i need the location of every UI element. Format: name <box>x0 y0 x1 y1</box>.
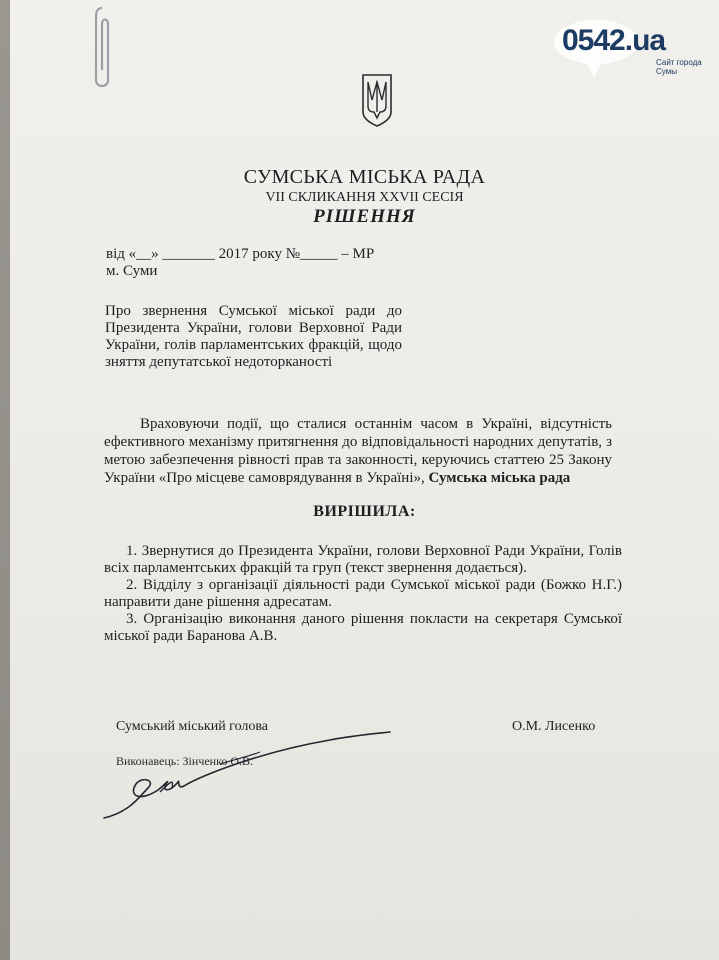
signatory-name: О.М. Лисенко <box>512 719 596 734</box>
paperclip-icon <box>92 4 122 94</box>
date-number-line: від «__» _______ 2017 року №_____ – МР <box>106 246 375 262</box>
resolution-items <box>104 543 622 645</box>
council-name: СУМСЬКА МІСЬКА РАДА <box>243 166 486 188</box>
document-page <box>10 0 719 960</box>
decision-subject: Про звернення Сумської міської ради до Президента України, голови Верховної Ради України, голів парламентських фракцій, щодо зняття депутатської недоторканості <box>105 303 402 370</box>
executor-line: Виконавець: Зінченко О.В. <box>116 754 253 768</box>
resolution-item: 1. Звернутися до Президента України, голови Верховної Ради України, Голів всіх парламентських фракцій та груп (текст звернення додається). <box>104 543 622 576</box>
document-type: РІШЕННЯ <box>313 206 416 227</box>
trident-icon <box>360 72 394 128</box>
handwritten-signature <box>100 726 400 826</box>
signatory-position: Сумський міський голова <box>116 719 269 734</box>
watermark-logo: 0542.ua <box>562 24 666 57</box>
preamble-text: Враховуючи події, що сталися останнім часом в Україні, відсутність ефективного механізму притягнення до відповідальності народних депутатів, з метою забезпечення рівності прав та законності, керуючись статтею 25 Закону України «Про місцеве самоврядування в Україні», <box>104 416 612 486</box>
preamble-bold-tail: Сумська міська рада <box>428 470 571 486</box>
watermark-subtitle: Сайт города Сумы <box>656 58 702 76</box>
city-line: м. Суми <box>106 263 158 279</box>
resolution-item: 2. Відділу з організації діяльності ради Сумської міської ради (Божко Н.Г.) направити дане рішення адресатам. <box>104 577 622 610</box>
site-watermark <box>550 20 719 84</box>
convocation-line: VII СКЛИКАННЯ XXVII СЕСІЯ <box>265 190 464 205</box>
preamble-paragraph <box>104 415 612 487</box>
resolution-item: 3. Організацію виконання даного рішення покласти на секретаря Сумської міської ради Баранова А.В. <box>104 611 622 644</box>
resolved-heading: ВИРІШИЛА: <box>313 503 416 520</box>
